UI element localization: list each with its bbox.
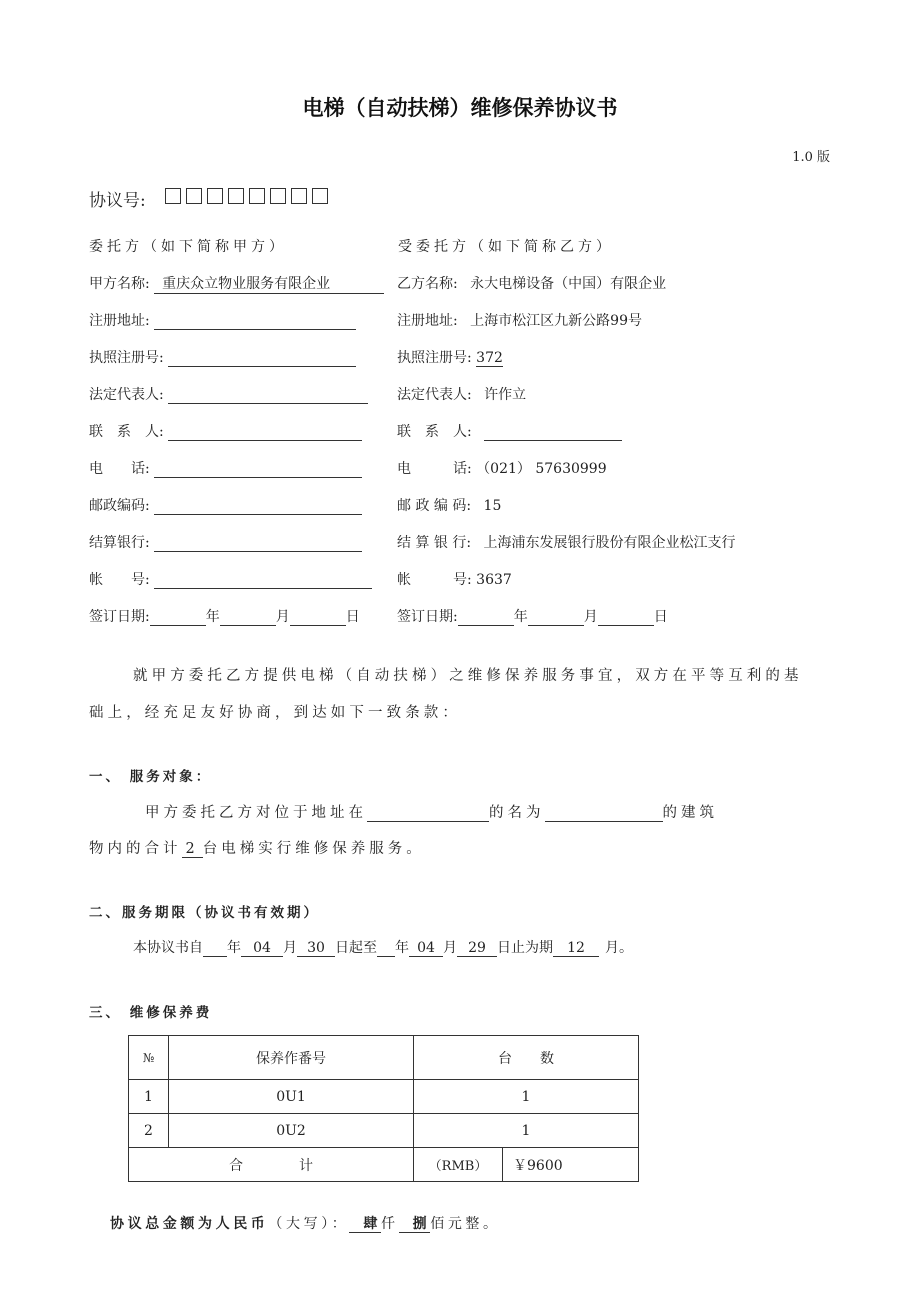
period-text: 日止为期 <box>497 940 553 956</box>
section-1-line-2 <box>89 837 425 858</box>
elevator-count-value: 2 <box>182 841 203 858</box>
party-b-license-row <box>397 347 503 367</box>
party-a-legal-rep-field[interactable] <box>168 387 368 404</box>
start-day-value: 30 <box>297 940 335 957</box>
intro-line-2: 础上，经充足友好协商，到达如下一致条款： <box>89 705 461 721</box>
sign-month-field[interactable] <box>528 609 584 626</box>
building-address-field[interactable] <box>367 805 489 822</box>
party-a-contact-field[interactable] <box>168 424 362 441</box>
party-a-account-field[interactable] <box>154 572 372 589</box>
party-b-account-value: 3637 <box>476 572 512 588</box>
month-unit: 月 <box>583 609 598 625</box>
period-text: 本协议书自 <box>133 940 203 956</box>
digit-box[interactable] <box>165 188 181 204</box>
party-b-heading: 受委托方（如下简称乙方） <box>398 239 614 255</box>
total-value: ￥9600 <box>503 1148 639 1182</box>
party-b-bank-row <box>397 532 736 552</box>
period-text: 月。 <box>605 940 633 956</box>
field-label: 联 系 人: <box>89 424 164 440</box>
party-a-heading: 委托方（如下简称甲方） <box>89 239 287 255</box>
party-a-license-field[interactable] <box>168 350 356 367</box>
party-b-legal-rep-row <box>397 384 526 404</box>
field-label: 邮政编码: <box>89 498 150 514</box>
field-label: 法定代表人: <box>89 387 164 403</box>
party-b-license-value: 372 <box>476 350 503 366</box>
end-year-field[interactable] <box>377 940 395 957</box>
field-label: 注册地址: <box>397 313 458 329</box>
party-a-name-row <box>89 273 384 294</box>
party-b-postal-value: 15 <box>483 498 502 514</box>
digit-box[interactable] <box>312 188 328 204</box>
version-label: 1.0 版 <box>792 150 830 165</box>
section-1-text: 甲方委托乙方对位于地址在 <box>145 805 367 821</box>
period-text: 年 <box>227 940 241 956</box>
field-label: 签订日期: <box>397 609 458 625</box>
building-name-field[interactable] <box>545 805 663 822</box>
field-label: 执照注册号: <box>397 350 472 366</box>
party-a-bank-field[interactable] <box>154 535 362 552</box>
row-no: 2 <box>129 1114 169 1148</box>
period-text: 月 <box>443 940 457 956</box>
currency-label: （RMB） <box>414 1148 503 1182</box>
sign-year-field[interactable] <box>458 609 514 626</box>
field-label: 结算银行: <box>89 535 150 551</box>
party-a-address-field[interactable] <box>154 313 356 330</box>
field-label: 甲方名称: <box>89 276 150 292</box>
total-label: 合 计 <box>129 1148 414 1182</box>
field-label: 帐 号: <box>397 572 472 588</box>
row-code: 0U1 <box>169 1080 414 1114</box>
party-b-postal-row <box>397 495 501 515</box>
table-row <box>129 1114 639 1148</box>
party-b-legal-rep-value: 许作立 <box>484 387 527 403</box>
party-a-license-row <box>89 347 356 367</box>
field-label: 电 话: <box>89 461 150 477</box>
total-amount-label: 协议总金额为人民币 <box>110 1216 269 1232</box>
section-1-text: 的建筑 <box>662 805 718 821</box>
sign-day-field[interactable] <box>598 609 654 626</box>
party-a-name-value[interactable]: 重庆众立物业服务有限企业 <box>154 273 384 294</box>
party-a-postal-field[interactable] <box>154 498 362 515</box>
field-label: 签订日期: <box>89 609 150 625</box>
section-1-line-1 <box>145 801 718 822</box>
party-b-sign-date <box>397 606 668 626</box>
total-amount-line <box>110 1213 501 1233</box>
field-label: 帐 号: <box>89 572 150 588</box>
field-label: 乙方名称: <box>397 276 458 292</box>
period-months-value: 12 <box>553 940 599 957</box>
digit-box[interactable] <box>207 188 223 204</box>
field-label: 注册地址: <box>89 313 150 329</box>
year-unit: 年 <box>513 609 528 625</box>
month-unit: 月 <box>275 609 290 625</box>
field-label: 法定代表人: <box>397 387 472 403</box>
amount-unit: 仟 <box>381 1216 399 1232</box>
party-b-account-row <box>397 569 512 589</box>
document-title: 电梯（自动扶梯）维修保养协议书 <box>302 96 618 120</box>
row-code: 0U2 <box>169 1114 414 1148</box>
digit-box[interactable] <box>228 188 244 204</box>
digit-box[interactable] <box>270 188 286 204</box>
party-b-address-row <box>397 310 642 330</box>
agreement-no-label: 协议号: <box>89 191 146 211</box>
field-label: 联 系 人: <box>397 424 472 440</box>
section-2-heading: 二、服务期限（协议书有效期） <box>89 905 320 921</box>
party-a-phone-row <box>89 458 362 478</box>
end-day-value: 29 <box>457 940 497 957</box>
party-b-name-value: 永大电梯设备（中国）有限企业 <box>470 276 667 292</box>
party-b-name-row <box>397 273 666 293</box>
table-row <box>129 1080 639 1114</box>
section-1-heading: 一、 服务对象： <box>89 769 213 785</box>
period-text: 日起至 <box>335 940 377 956</box>
digit-box[interactable] <box>249 188 265 204</box>
row-qty: 1 <box>414 1114 639 1148</box>
header-no: № <box>129 1036 169 1080</box>
party-b-phone-value: （021） 57630999 <box>476 461 607 477</box>
header-qty: 台 数 <box>414 1036 639 1080</box>
field-label: 执照注册号: <box>89 350 164 366</box>
year-unit: 年 <box>205 609 220 625</box>
amount-thousands-value: 肆 <box>349 1216 381 1233</box>
section-3-heading: 三、 维修保养费 <box>89 1005 213 1021</box>
party-a-account-row <box>89 569 372 589</box>
day-unit: 日 <box>653 609 668 625</box>
party-b-phone-row <box>397 458 607 478</box>
period-text: 年 <box>395 940 409 956</box>
start-year-field[interactable] <box>203 940 227 957</box>
field-label: 结 算 银 行: <box>397 535 472 551</box>
party-a-address-row <box>89 310 356 330</box>
digit-box[interactable] <box>291 188 307 204</box>
sign-day-field[interactable] <box>290 609 346 626</box>
start-month-value: 04 <box>241 940 283 957</box>
maintenance-fee-table <box>128 1035 639 1182</box>
header-code: 保养作番号 <box>169 1036 414 1080</box>
table-header-row <box>129 1036 639 1080</box>
party-a-contact-row <box>89 421 362 441</box>
row-qty: 1 <box>414 1080 639 1114</box>
total-amount-paren: （大写）： <box>268 1216 350 1232</box>
party-b-bank-value: 上海浦东发展银行股份有限企业松江支行 <box>483 535 736 551</box>
day-unit: 日 <box>345 609 360 625</box>
party-b-contact-field[interactable] <box>484 424 622 441</box>
table-total-row <box>129 1148 639 1182</box>
field-label: 邮 政 编 码: <box>397 498 472 514</box>
section-1-text: 物内的合计 <box>89 841 182 857</box>
party-a-postal-row <box>89 495 362 515</box>
party-b-address-value: 上海市松江区九新公路99号 <box>470 313 642 329</box>
section-1-text: 台电梯实行维修保养服务。 <box>202 841 425 857</box>
sign-month-field[interactable] <box>220 609 276 626</box>
party-a-legal-rep-row <box>89 384 368 404</box>
service-period-line <box>133 937 633 957</box>
sign-year-field[interactable] <box>150 609 206 626</box>
party-b-contact-row <box>397 421 622 441</box>
section-1-text: 的名为 <box>489 805 545 821</box>
end-month-value: 04 <box>409 940 443 957</box>
amount-hundreds-value: 捌 <box>399 1216 431 1233</box>
field-label: 电 话: <box>397 461 472 477</box>
party-a-phone-field[interactable] <box>154 461 362 478</box>
row-no: 1 <box>129 1080 169 1114</box>
party-a-sign-date <box>89 606 360 626</box>
period-text: 月 <box>283 940 297 956</box>
agreement-no-boxes <box>165 188 328 204</box>
intro-line-1: 就甲方委托乙方提供电梯（自动扶梯）之维修保养服务事宜，双方在平等互利的基 <box>133 668 803 684</box>
digit-box[interactable] <box>186 188 202 204</box>
amount-unit: 佰元整。 <box>430 1216 501 1232</box>
party-a-bank-row <box>89 532 362 552</box>
